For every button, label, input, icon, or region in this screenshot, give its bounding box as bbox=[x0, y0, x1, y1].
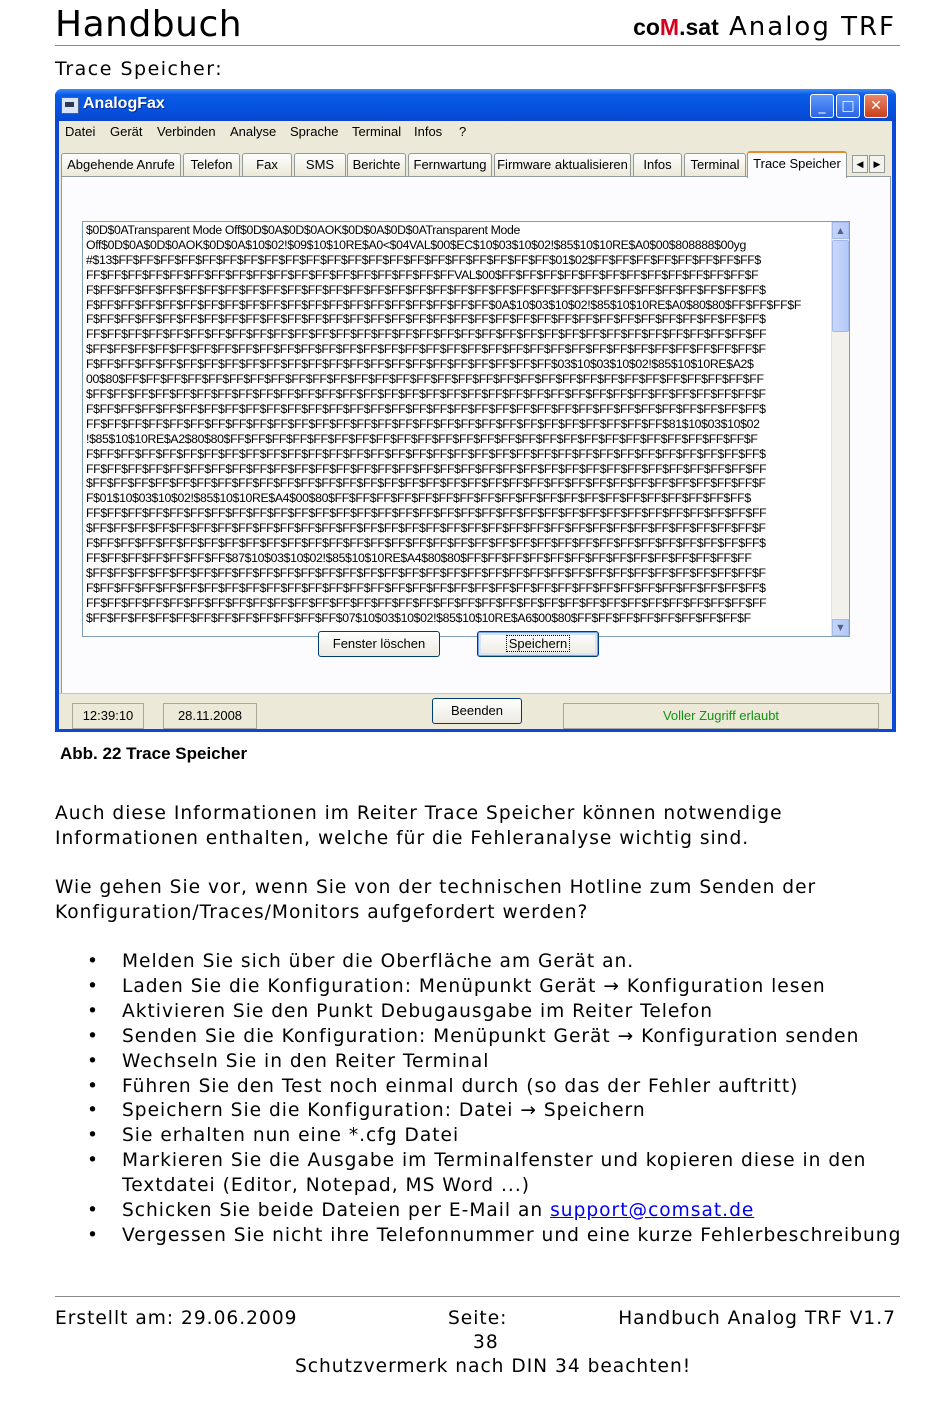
menu-bar bbox=[59, 121, 892, 143]
window-titlebar[interactable] bbox=[55, 89, 896, 121]
save-button[interactable] bbox=[477, 631, 599, 657]
tab-scroll-right-icon[interactable]: ▶ bbox=[869, 155, 885, 173]
clear-window-label: Fenster löschen bbox=[332, 636, 426, 651]
clear-window-button[interactable] bbox=[318, 631, 440, 657]
menu-analyse[interactable]: Analyse bbox=[230, 124, 277, 139]
scroll-up-icon[interactable]: ▲ bbox=[832, 222, 849, 239]
trace-line: F$FF$FF$FF$FF$FF$FF$FF$FF$FF$FF$FF$FF$FF$FF$FF$FF$FF$FF$FF$FF$FF$FF$FF$FF$FF$FF$FF$FF$FF$FF$FF$FF$ bbox=[86, 312, 766, 327]
step-item: • Speichern Sie die Konfiguration: Datei → Speichern bbox=[55, 1099, 915, 1124]
trace-line: $0D$0ATransparent Mode Off$0D$0A$0D$0AOK$0D$0A$0D$0ATransparent Mode bbox=[86, 223, 520, 237]
step-item: • Vergessen Sie nicht ihre Telefonnummer und eine kurze Fehlerbeschreibung bbox=[55, 1224, 915, 1249]
section-title: Trace Speicher: bbox=[55, 58, 224, 80]
trace-line: F$FF$FF$FF$FF$FF$FF$FF$FF$FF$FF$FF$FF$FF$FF$FF$FF$FF$FF$FF$FF$FF$FF$FF$FF$FF$FF$FF$FF$FF$FF$FF$FF$ bbox=[86, 401, 766, 416]
paragraph-intro: Auch diese Informationen im Reiter Trace Speicher können notwendige Informationen enthalten, welche für die Fehleranalyse wichtig sind. bbox=[55, 803, 783, 849]
window-client bbox=[59, 121, 892, 728]
trace-line: $FF$FF$FF$FF$FF$FF$FF$FF$FF$FF$FF$FF$07$10$03$10$02!$85$10$10RE$A6$00$80$FF$FF$FF$FF$FF$FF$FF$FF$F bbox=[86, 610, 751, 625]
status-access: Voller Zugriff erlaubt bbox=[563, 703, 879, 729]
trace-line: F$FF$FF$FF$FF$FF$FF$FF$FF$FF$FF$FF$FF$FF$FF$FF$FF$FF$FF$FF$0A$10$03$10$02!$85$10$10RE$A0$80$80$FF$FF$FF$F bbox=[86, 297, 801, 312]
close-button[interactable]: ✕ bbox=[864, 94, 888, 118]
tab-strip bbox=[59, 151, 892, 177]
scroll-thumb[interactable] bbox=[832, 240, 849, 332]
logo-co: co bbox=[633, 14, 660, 40]
header-title: Handbuch bbox=[55, 4, 243, 45]
tab-infos[interactable]: Infos bbox=[633, 153, 682, 176]
trace-line: FF$FF$FF$FF$FF$FF$FF$FF$FF$FF$FF$FF$FF$FF$FF$FF$FF$FF$FF$FF$FF$FF$FF$FF$FF$FF$FF$FF$FF$FF$FF$FF$FF bbox=[86, 327, 767, 342]
menu-geraet[interactable]: Gerät bbox=[110, 124, 143, 139]
menu-datei[interactable]: Datei bbox=[65, 124, 96, 139]
paragraph-question: Wie gehen Sie vor, wenn Sie von der technischen Hotline zum Senden der Konfiguration/Traces/Monitors aufgefordert werden? bbox=[55, 877, 817, 923]
trace-line: $FF$FF$FF$FF$FF$FF$FF$FF$FF$FF$FF$FF$FF$FF$FF$FF$FF$FF$FF$FF$FF$FF$FF$FF$FF$FF$FF$FF$FF$FF$FF$FF$F bbox=[86, 386, 766, 401]
tab-terminal[interactable]: Terminal bbox=[684, 153, 746, 176]
tab-fax[interactable]: Fax bbox=[242, 153, 292, 176]
trace-line: FF$FF$FF$FF$FF$FF$FF$FF$FF$FF$FF$FF$FF$FF$FF$FF$FF$FF$FF$FF$FF$FF$FF$FF$FF$FF$FF$FF$FF$FF$FF$FF$FF bbox=[86, 461, 767, 476]
window-title: AnalogFax bbox=[83, 95, 165, 112]
trace-line: FF$FF$FF$FF$FF$FF$FF$FF$FF$FF$FF$FF$FF$FF$FF$FF$FF$FFVAL$00$FF$FF$FF$FF$FF$FF$FF$FF$FF$FF$FF$FF$F bbox=[86, 267, 759, 282]
footer-page-number: 38 bbox=[473, 1332, 499, 1353]
trace-line: F$FF$FF$FF$FF$FF$FF$FF$FF$FF$FF$FF$FF$FF$FF$FF$FF$FF$FF$FF$FF$FF$FF$FF$FF$FF$FF$FF$FF$FF$FF$FF$FF$ bbox=[86, 536, 766, 551]
trace-scrollbar[interactable] bbox=[831, 222, 849, 636]
scroll-down-icon[interactable]: ▼ bbox=[832, 619, 849, 636]
tab-fernwartung[interactable]: Fernwartung bbox=[408, 153, 492, 176]
step-item: • Laden Sie die Konfiguration: Menüpunkt Gerät → Konfiguration lesen bbox=[55, 975, 915, 1000]
trace-line: F$FF$FF$FF$FF$FF$FF$FF$FF$FF$FF$FF$FF$FF$FF$FF$FF$FF$FF$FF$FF$FF$FF$FF$FF$FF$FF$FF$FF$FF$FF$FF$FF$ bbox=[86, 446, 766, 461]
tab-abgehende-anrufe[interactable]: Abgehende Anrufe bbox=[61, 153, 181, 176]
comsat-logo bbox=[633, 14, 719, 40]
trace-line: FF$FF$FF$FF$FF$FF$FF$FF$FF$FF$FF$FF$FF$FF$FF$FF$FF$FF$FF$FF$FF$FF$FF$FF$FF$FF$FF$FF$81$10$03$10$02 bbox=[86, 416, 760, 431]
steps-list bbox=[55, 950, 915, 1249]
trace-line: FF$FF$FF$FF$FF$FF$FF$FF$FF$FF$FF$FF$FF$FF$FF$FF$FF$FF$FF$FF$FF$FF$FF$FF$FF$FF$FF$FF$FF$FF$FF$FF$FF bbox=[86, 506, 767, 521]
footer-created: Erstellt am: 29.06.2009 bbox=[55, 1308, 298, 1329]
figure-caption: Abb. 22 Trace Speicher bbox=[60, 744, 248, 763]
trace-line: #$13$FF$FF$FF$FF$FF$FF$FF$FF$FF$FF$FF$FF$FF$FF$FF$FF$FF$FF$FF$FF$FF$01$02$FF$FF$FF$FF$FF$FF$FF$FF$ bbox=[86, 252, 761, 267]
footer-notice: Schutzvermerk nach DIN 34 beachten! bbox=[295, 1356, 692, 1377]
status-date: 28.11.2008 bbox=[163, 703, 257, 729]
trace-line: F$FF$FF$FF$FF$FF$FF$FF$FF$FF$FF$FF$FF$FF$FF$FF$FF$FF$FF$FF$FF$FF$FF$FF$FF$FF$FF$FF$FF$FF$FF$FF$FF$ bbox=[86, 580, 766, 595]
step-email-text: Schicken Sie beide Dateien per E-Mail an bbox=[122, 1200, 544, 1222]
status-bar bbox=[59, 693, 892, 729]
tab-scroll-left-icon[interactable]: ◀ bbox=[852, 155, 868, 173]
trace-text bbox=[86, 223, 821, 625]
tab-telefon[interactable]: Telefon bbox=[183, 153, 240, 176]
exit-button[interactable] bbox=[432, 698, 522, 724]
menu-verbinden[interactable]: Verbinden bbox=[157, 124, 216, 139]
tab-berichte[interactable]: Berichte bbox=[347, 153, 406, 176]
menu-sprache[interactable]: Sprache bbox=[290, 124, 339, 139]
trace-line: 00$80$FF$FF$FF$FF$FF$FF$FF$FF$FF$FF$FF$FF$FF$FF$FF$FF$FF$FF$FF$FF$FF$FF$FF$FF$FF$FF$FF$FF$FF$FF$FF bbox=[86, 372, 764, 387]
trace-line: FF$FF$FF$FF$FF$FF$FF$FF$FF$FF$FF$FF$FF$FF$FF$FF$FF$FF$FF$FF$FF$FF$FF$FF$FF$FF$FF$FF$FF$FF$FF$FF$FF bbox=[86, 595, 767, 610]
app-icon bbox=[61, 97, 79, 114]
trace-line: $FF$FF$FF$FF$FF$FF$FF$FF$FF$FF$FF$FF$FF$FF$FF$FF$FF$FF$FF$FF$FF$FF$FF$FF$FF$FF$FF$FF$FF$FF$FF$FF$F bbox=[86, 565, 766, 580]
footer-page-label: Seite: bbox=[448, 1308, 508, 1329]
trace-output[interactable] bbox=[82, 221, 850, 637]
trace-line: $FF$FF$FF$FF$FF$FF$FF$FF$FF$FF$FF$FF$FF$FF$FF$FF$FF$FF$FF$FF$FF$FF$FF$FF$FF$FF$FF$FF$FF$FF$FF$FF$F bbox=[86, 342, 766, 357]
step-item: • Markieren Sie die Ausgabe im Terminalfenster und kopieren diese in den Textdatei (Editor, Notepad, MS Word ...) bbox=[55, 1149, 915, 1199]
tab-trace-speicher[interactable]: Trace Speicher bbox=[747, 151, 847, 178]
step-item: • Melden Sie sich über die Oberfläche am Gerät an. bbox=[55, 950, 915, 975]
trace-line: $FF$FF$FF$FF$FF$FF$FF$FF$FF$FF$FF$FF$FF$FF$FF$FF$FF$FF$FF$FF$FF$FF$FF$FF$FF$FF$FF$FF$FF$FF$FF$FF$F bbox=[86, 476, 766, 491]
trace-line: F$01$10$03$10$02!$85$10$10RE$A4$00$80$FF$FF$FF$FF$FF$FF$FF$FF$FF$FF$FF$FF$FF$FF$FF$FF$FF$FF$FF$FF$ bbox=[86, 491, 751, 506]
header-brand bbox=[633, 12, 896, 42]
logo-m: M bbox=[659, 14, 680, 40]
trace-line: F$FF$FF$FF$FF$FF$FF$FF$FF$FF$FF$FF$FF$FF$FF$FF$FF$FF$FF$FF$FF$FF$FF$03$10$03$10$02!$85$10$10RE$A2$ bbox=[86, 357, 754, 372]
trace-line: F$FF$FF$FF$FF$FF$FF$FF$FF$FF$FF$FF$FF$FF$FF$FF$FF$FF$FF$FF$FF$FF$FF$FF$FF$FF$FF$FF$FF$FF$FF$FF$FF$ bbox=[86, 282, 766, 297]
header-divider bbox=[55, 45, 900, 46]
tab-firmware[interactable]: Firmware aktualisieren bbox=[494, 153, 631, 176]
maximize-button[interactable]: □ bbox=[836, 94, 860, 118]
logo-sat: .sat bbox=[679, 14, 719, 40]
trace-line: $FF$FF$FF$FF$FF$FF$FF$FF$FF$FF$FF$FF$FF$FF$FF$FF$FF$FF$FF$FF$FF$FF$FF$FF$FF$FF$FF$FF$FF$FF$FF$FF$F bbox=[86, 521, 766, 536]
step-item: • Wechseln Sie in den Reiter Terminal bbox=[55, 1050, 915, 1075]
footer-divider bbox=[55, 1296, 900, 1297]
header-product: Analog TRF bbox=[729, 12, 896, 42]
minimize-button[interactable]: _ bbox=[810, 94, 834, 118]
analogfax-window bbox=[55, 89, 896, 732]
support-email-link[interactable]: support@comsat.de bbox=[550, 1200, 755, 1222]
step-item: • Führen Sie den Test noch einmal durch (so das der Fehler auftritt) bbox=[55, 1075, 915, 1100]
tab-sms[interactable]: SMS bbox=[294, 153, 346, 176]
trace-line: Off$0D$0A$0D$0AOK$0D$0A$10$02!$09$10$10RE$A0<$04VAL$00$EC$10$03$10$02!$85$10$10RE$A0$00$808888$00yg bbox=[86, 237, 746, 252]
exit-label: Beenden bbox=[450, 703, 504, 718]
footer-doc: Handbuch Analog TRF V1.7 bbox=[618, 1308, 896, 1329]
menu-help[interactable]: ? bbox=[459, 124, 467, 139]
step-item: • Senden Sie die Konfiguration: Menüpunkt Gerät → Konfiguration senden bbox=[55, 1025, 915, 1050]
step-item: • Aktivieren Sie den Punkt Debugausgabe im Reiter Telefon bbox=[55, 1000, 915, 1025]
step-item: • Sie erhalten nun eine *.cfg Datei bbox=[55, 1124, 915, 1149]
trace-line: FF$FF$FF$FF$FF$FF$FF$87$10$03$10$02!$85$10$10RE$A4$80$80$FF$FF$FF$FF$FF$FF$FF$FF$FF$FF$FF$FF$FF$FF bbox=[86, 550, 752, 565]
save-label: Speichern bbox=[508, 636, 568, 651]
menu-terminal[interactable]: Terminal bbox=[352, 124, 402, 139]
status-time: 12:39:10 bbox=[72, 703, 144, 729]
trace-line: !$85$10$10RE$A2$80$80$FF$FF$FF$FF$FF$FF$FF$FF$FF$FF$FF$FF$FF$FF$FF$FF$FF$FF$FF$FF$FF$FF$FF$FF$FF$F bbox=[86, 431, 758, 446]
step-item-email bbox=[55, 1199, 915, 1224]
menu-infos[interactable]: Infos bbox=[414, 124, 443, 139]
